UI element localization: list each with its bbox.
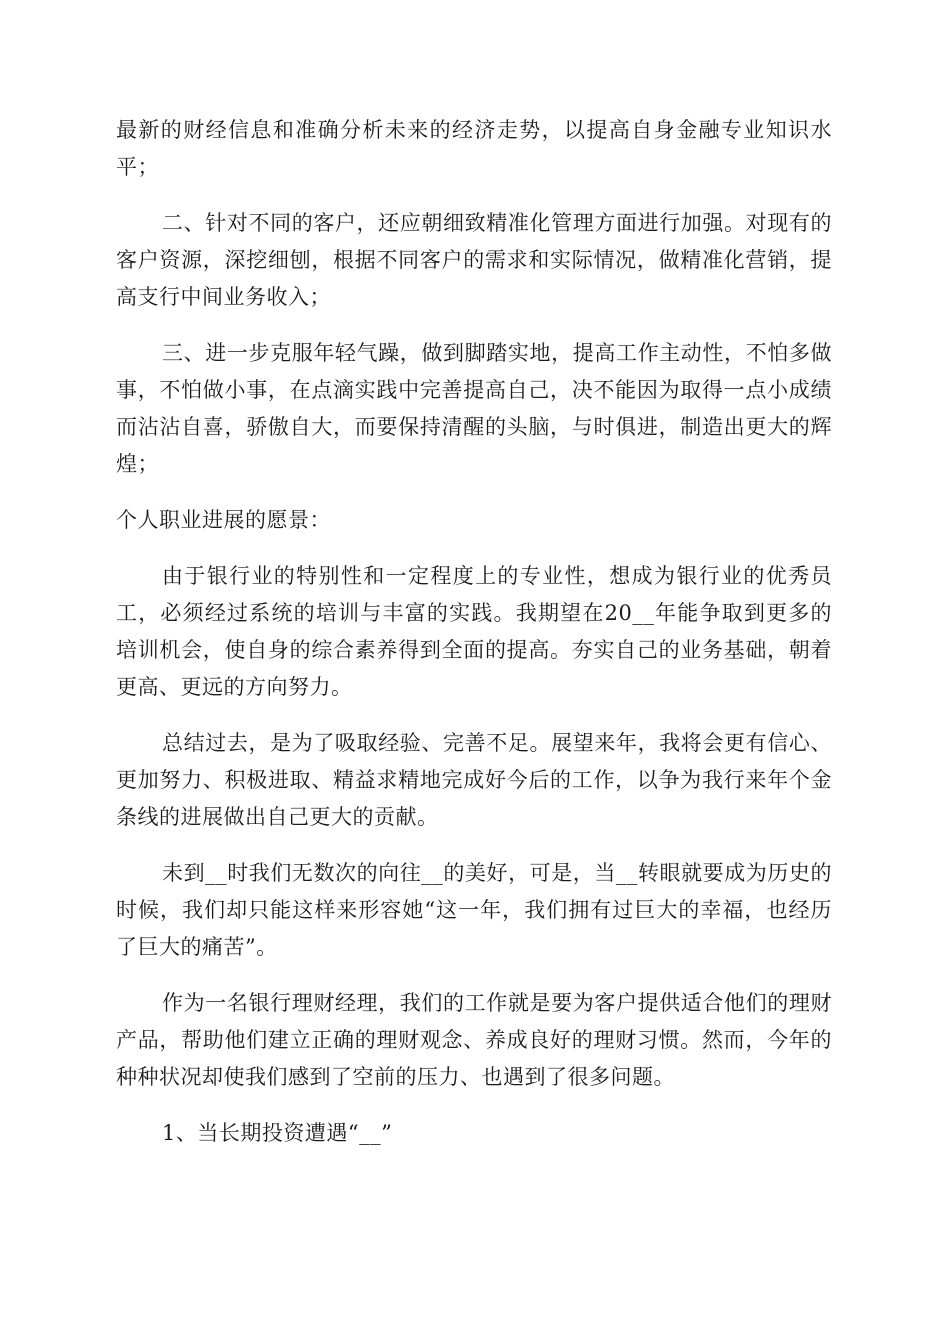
- paragraph-8: 作为一名银行理财经理，我们的工作就是要为客户提供适合他们的理财产品，帮助他们建立正确的理财观念、养成良好的理财习惯。然而，今年的种种状况却使我们感到了空前的压力、也遇到了很多问题。: [116, 991, 832, 1089]
- paragraph-3: 三、进一步克服年轻气躁，做到脚踏实地，提高工作主动性，不怕多做事，不怕做小事，在点滴实践中完善提高自己，决不能因为取得一点小成绩而沾沾自喜，骄傲自大，而要保持清醒的头脑，与时俱进，制造出更大的辉煌；: [116, 341, 832, 476]
- paragraph-7: 未到__时我们无数次的向往__的美好，可是，当__转眼就要成为历史的时候，我们却只能这样来形容她“这一年，我们拥有过巨大的幸福，也经历了巨大的痛苦”。: [116, 861, 832, 959]
- document-body: [116, 112, 832, 1171]
- paragraph-2: 二、针对不同的客户，还应朝细致精准化管理方面进行加强。对现有的客户资源，深挖细刨，根据不同客户的需求和实际情况，做精准化营销，提高支行中间业务收入；: [116, 211, 832, 309]
- paragraph-6: 总结过去，是为了吸取经验、完善不足。展望来年，我将会更有信心、更加努力、积极进取、精益求精地完成好今后的工作，以争为我行来年个金条线的进展做出自己更大的贡献。: [116, 731, 832, 829]
- list-item-1: 1、当长期投资遭遇“__”: [162, 1121, 393, 1145]
- section-heading-career-vision: 个人职业进展的愿景：: [116, 508, 331, 532]
- paragraph-1: 最新的财经信息和准确分析未来的经济走势，以提高自身金融专业知识水平；: [116, 118, 832, 179]
- paragraph-5: 由于银行业的特别性和一定程度上的专业性，想成为银行业的优秀员工，必须经过系统的培训与丰富的实践。我期望在20__年能争取到更多的培训机会，使自身的综合素养得到全面的提高。夯实自己的业务基础，朝着更高、更远的方向努力。: [116, 564, 832, 699]
